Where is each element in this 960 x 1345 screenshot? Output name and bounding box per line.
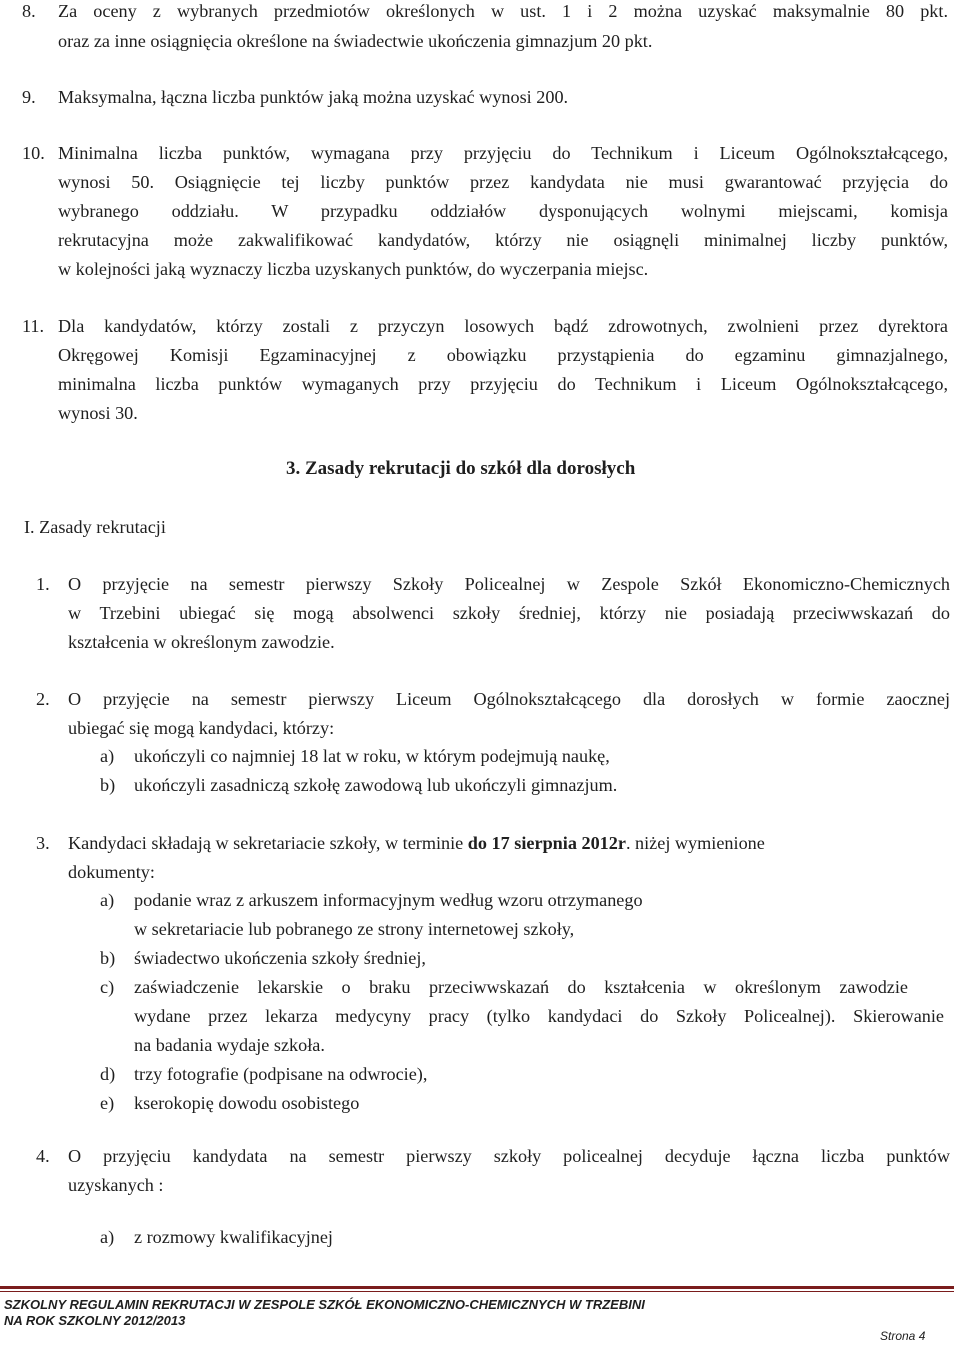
paragraph-line: dokumenty: [68,862,155,882]
sub-label: c) [100,977,115,997]
sub-item-text: podanie wraz z arkuszem informacyjnym według wzoru otrzymanego [134,890,643,910]
paragraph-line: Minimalna liczba punktów, wymagana przy przyjęciu do Technikum i Liceum Ogólnokształcącego, [58,143,948,163]
text-fragment: . niżej wymienione [625,833,765,853]
sub-item-text: na badania wydaje szkoła. [134,1035,325,1055]
sub-label: a) [100,890,115,910]
text-fragment: Kandydaci składają w sekretariacie szkoły, w terminie [68,833,468,853]
deadline-date: do 17 sierpnia 2012r [467,833,626,853]
item-number: 1. [36,574,50,594]
paragraph-line: oraz za inne osiągnięcia określone na świadectwie ukończenia gimnazjum 20 pkt. [58,31,653,51]
paragraph-line: uzyskanych : [68,1175,164,1195]
item-number: 9. [22,87,36,107]
paragraph-line: wynosi 50. Osiągnięcie tej liczby punktów przez kandydata nie musi gwarantować przyjęcia do [58,172,948,192]
paragraph-line: w Trzebini ubiegać się mogą absolwenci szkoły średniej, którzy nie posiadają przeciwwskazań do [68,603,950,623]
section-heading: 3. Zasady rekrutacji do szkół dla dorosłych [286,458,636,479]
paragraph-line: kształcenia w określonym zawodzie. [68,632,335,652]
footer-rule [0,1286,954,1289]
paragraph-line: wynosi 30. [58,403,138,423]
item-number: 8. [22,1,36,21]
item-number: 4. [36,1146,50,1166]
sub-label: e) [100,1093,115,1113]
sub-item-text: kserokopię dowodu osobistego [134,1093,360,1113]
paragraph-line: Dla kandydatów, którzy zostali z przyczyn losowych bądź zdrowotnych, zwolnieni przez dyrektora [58,316,948,336]
sub-label: a) [100,1227,115,1247]
paragraph-line: Za oceny z wybranych przedmiotów określonych w ust. 1 i 2 można uzyskać maksymalnie 80 pkt. [58,1,948,21]
paragraph-line: rekrutacyjna może zakwalifikować kandydatów, którzy nie osiągnęli minimalnej liczby punktów, [58,230,948,250]
paragraph-line: O przyjęcie na semestr pierwszy Liceum Ogólnokształcącego dla dorosłych w formie zaocznej [68,689,950,709]
footer-rule-thin [0,1291,954,1292]
page-number: Strona 4 [880,1329,926,1343]
paragraph-line: Okręgowej Komisji Egzaminacyjnej z obowiązku przystąpienia do egzaminu gimnazjalnego, [58,345,948,365]
paragraph-line: wybranego oddziału. W przypadku oddziałów dysponujących wolnymi miejscami, komisja [58,201,948,221]
subsection-heading: I. Zasady rekrutacji [24,517,166,537]
sub-item-text: zaświadczenie lekarskie o braku przeciwwskazań do kształcenia w określonym zawodzie [134,977,908,997]
paragraph-line: minimalna liczba punktów wymaganych przy przyjęciu do Technikum i Liceum Ogólnokształcącego, [58,374,948,394]
footer-school-year: NA ROK SZKOLNY 2012/2013 [4,1313,186,1328]
item-number: 11. [22,316,45,336]
sub-item-text: wydane przez lekarza medycyny pracy (tylko kandydaci do Szkoły Policealnej). Skierowanie [134,1006,944,1026]
paragraph-line: Maksymalna, łączna liczba punktów jaką można uzyskać wynosi 200. [58,87,569,107]
sub-label: a) [100,746,115,766]
sub-item-text: świadectwo ukończenia szkoły średniej, [134,948,426,968]
paragraph-line: w kolejności jaką wyznaczy liczba uzyskanych punktów, do wyczerpania miejsc. [58,259,649,279]
item-number: 3. [36,833,50,853]
sub-label: d) [100,1064,116,1084]
sub-label: b) [100,948,116,968]
paragraph-line: ubiegać się mogą kandydaci, którzy: [68,718,335,738]
paragraph-line: O przyjęciu kandydata na semestr pierwszy szkoły policealnej decyduje łączna liczba punktów [68,1146,950,1166]
sub-label: b) [100,775,116,795]
item-number: 2. [36,689,50,709]
footer-title: SZKOLNY REGULAMIN REKRUTACJI W ZESPOLE SZKÓŁ EKONOMICZNO-CHEMICZNYCH W TRZEBINI [4,1297,645,1312]
sub-item-text: ukończyli zasadniczą szkołę zawodową lub ukończyli gimnazjum. [134,775,618,795]
sub-item-text: w sekretariacie lub pobranego ze strony internetowej szkoły, [134,919,575,939]
paragraph-line [68,832,950,854]
item-number: 10. [22,143,45,163]
paragraph-line: O przyjęcie na semestr pierwszy Szkoły Policealnej w Zespole Szkół Ekonomiczno-Chemicznych [68,574,950,594]
sub-item-text: trzy fotografie (podpisane na odwrocie), [134,1064,428,1084]
sub-item-text: ukończyli co najmniej 18 lat w roku, w którym podejmują naukę, [134,746,610,766]
sub-item-text: z rozmowy kwalifikacyjnej [134,1227,333,1247]
